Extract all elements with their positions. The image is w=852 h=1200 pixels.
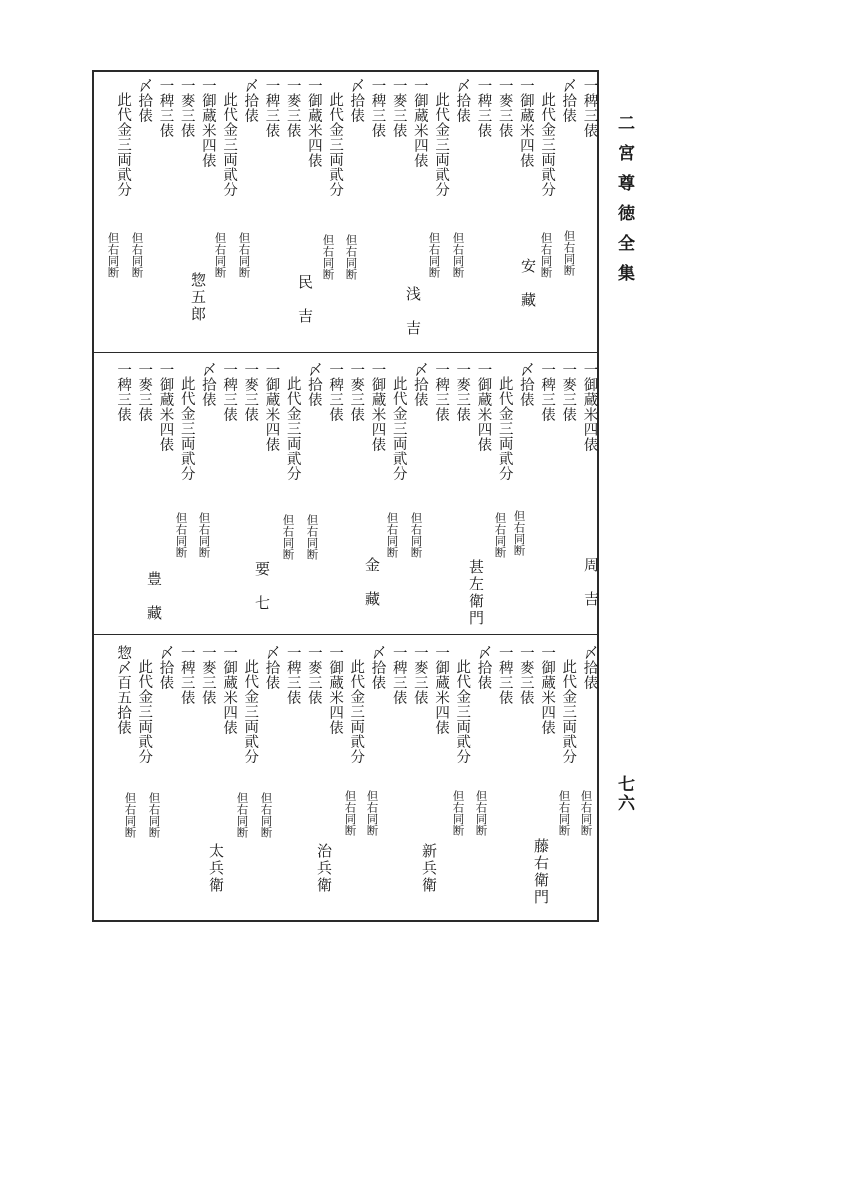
ledger-entry: 〆拾俵: [136, 78, 153, 123]
ledger-entry: 〆拾俵: [454, 78, 471, 123]
ledger-entry: 惣〆百五拾俵: [115, 645, 132, 735]
note-same-as-above: 但右同断: [343, 790, 358, 836]
ledger-entry: 此代金三両貮分: [136, 659, 153, 764]
ledger-entry: 一麥三俵: [496, 78, 513, 138]
person-name: 金 藏: [363, 557, 381, 608]
person-name: 治兵衛: [315, 843, 333, 894]
note-same-as-above: 但右同断: [493, 512, 508, 558]
ledger-entry: 一御蔵米四俵: [305, 78, 322, 168]
ledger-entry: 〆拾俵: [157, 645, 174, 690]
ledger-entry: 此代金三両貮分: [454, 659, 471, 764]
person-name: 浅 吉: [404, 286, 422, 337]
ledger-entry: 一稗三俵: [539, 362, 556, 422]
ledger-entry: 一御蔵米四俵: [517, 78, 534, 168]
note-same-as-above: 但右同断: [321, 234, 336, 280]
note-same-as-above: 但右同断: [281, 514, 296, 560]
ledger-entry: 〆拾俵: [517, 362, 534, 407]
ledger-entry: 一麥三俵: [178, 78, 195, 138]
note-same-as-above: 但右同断: [147, 792, 162, 838]
ledger-entry: 〆拾俵: [305, 362, 322, 407]
note-same-as-above: 但右同断: [174, 512, 189, 558]
person-name: 周 吉: [582, 557, 600, 608]
note-same-as-above: 但右同断: [451, 790, 466, 836]
ledger-entry: 一麥三俵: [560, 362, 577, 422]
ledger-entry: 此代金三両貮分: [539, 92, 556, 197]
ledger-entry: 一御蔵米四俵: [263, 362, 280, 452]
ledger-entry: 一麥三俵: [454, 362, 471, 422]
ledger-entry: 一麥三俵: [305, 645, 322, 705]
ledger-entry: 一稗三俵: [581, 78, 598, 138]
person-name: 民 吉: [296, 274, 314, 325]
note-same-as-above: 但右同断: [385, 512, 400, 558]
person-name: 豊 藏: [145, 571, 163, 622]
note-same-as-above: 但右同断: [237, 232, 252, 278]
ledger-entry: 一麥三俵: [348, 362, 365, 422]
person-name: 安 藏: [519, 258, 537, 309]
person-name: 藤右衛門: [532, 838, 550, 906]
ledger-entry: 一稗三俵: [496, 645, 513, 705]
ledger-entry: 一御蔵米四俵: [157, 362, 174, 452]
ledger-entry: 一稗三俵: [369, 78, 386, 138]
ledger-entry: 〆拾俵: [348, 78, 365, 123]
note-same-as-above: 但右同断: [130, 232, 145, 278]
note-same-as-above: 但右同断: [579, 790, 594, 836]
section-divider: [94, 634, 597, 635]
ledger-entry: 此代金三両貮分: [348, 659, 365, 764]
note-same-as-above: 但右同断: [305, 514, 320, 560]
ledger-entry: 此代金三両貮分: [327, 92, 344, 197]
ledger-entry: 一稗三俵: [475, 78, 492, 138]
ledger-entry: 一麥三俵: [411, 645, 428, 705]
ledger-entry: 此代金三両貮分: [284, 376, 301, 481]
note-same-as-above: 但右同断: [451, 232, 466, 278]
person-name: 惣五郎: [189, 272, 207, 323]
ledger-entry: 一麥三俵: [284, 78, 301, 138]
note-same-as-above: 但右同断: [197, 512, 212, 558]
note-same-as-above: 但右同断: [213, 232, 228, 278]
ledger-entry: 一御蔵米四俵: [221, 645, 238, 735]
ledger-entry: 一稗三俵: [433, 362, 450, 422]
ledger-entry: 一稗三俵: [284, 645, 301, 705]
note-same-as-above: 但右同断: [474, 790, 489, 836]
ledger-entry: 此代金三両貮分: [242, 659, 259, 764]
ledger-entry: 一麥三俵: [390, 78, 407, 138]
ledger-entry: 一御蔵米四俵: [369, 362, 386, 452]
person-name: 甚左衛門: [467, 559, 485, 627]
ledger-entry: 此代金三両貮分: [496, 376, 513, 481]
ledger-entry: 一御蔵米四俵: [433, 645, 450, 735]
ledger-entry: 〆拾俵: [199, 362, 216, 407]
ledger-entry: 此代金三両貮分: [178, 376, 195, 481]
note-same-as-above: 但右同断: [409, 512, 424, 558]
ledger-entry: 〆拾俵: [242, 78, 259, 123]
ledger-entry: 一稗三俵: [390, 645, 407, 705]
section-divider: [94, 352, 597, 353]
ledger-entry: 一御蔵米四俵: [327, 645, 344, 735]
ledger-entry: 一御蔵米四俵: [199, 78, 216, 168]
ledger-entry: 一稗三俵: [221, 362, 238, 422]
note-same-as-above: 但右同断: [344, 234, 359, 280]
ledger-entry: 一麥三俵: [199, 645, 216, 705]
person-name: 太兵衛: [207, 843, 225, 894]
ledger-entry: 一御蔵米四俵: [411, 78, 428, 168]
note-same-as-above: 但右同断: [562, 230, 577, 276]
ledger-entry: 一麥三俵: [136, 362, 153, 422]
person-name: 要 七: [253, 561, 271, 612]
note-same-as-above: 但右同断: [427, 232, 442, 278]
ledger-entry: 一稗三俵: [178, 645, 195, 705]
ledger-entry: 此代金三両貮分: [433, 92, 450, 197]
ledger-entry: 一稗三俵: [115, 362, 132, 422]
ledger-entry: 此代金三両貮分: [390, 376, 407, 481]
ledger-entry: 〆拾俵: [411, 362, 428, 407]
note-same-as-above: 但右同断: [259, 792, 274, 838]
ledger-entry: 一麥三俵: [242, 362, 259, 422]
ledger-entry: 一麥三俵: [517, 645, 534, 705]
page-number: 七六: [614, 775, 634, 813]
ledger-entry: 一御蔵米四俵: [581, 362, 598, 452]
note-same-as-above: 但右同断: [557, 790, 572, 836]
ledger-entry: 一稗三俵: [263, 78, 280, 138]
book-title: 二宮尊徳全集: [614, 114, 634, 294]
note-same-as-above: 但右同断: [365, 790, 380, 836]
ledger-entry: 〆拾俵: [369, 645, 386, 690]
ledger-entry: 一稗三俵: [327, 362, 344, 422]
note-same-as-above: 但右同断: [512, 510, 527, 556]
ledger-entry: 此代金三両貮分: [221, 92, 238, 197]
note-same-as-above: 但右同断: [106, 232, 121, 278]
ledger-entry: 此代金三両貮分: [115, 92, 132, 197]
ledger-entry: 〆拾俵: [263, 645, 280, 690]
ledger-entry: 一御蔵米四俵: [539, 645, 556, 735]
person-name: 新兵衛: [420, 843, 438, 894]
note-same-as-above: 但右同断: [539, 232, 554, 278]
ledger-entry: 一御蔵米四俵: [475, 362, 492, 452]
note-same-as-above: 但右同断: [235, 792, 250, 838]
ledger-entry: 〆拾俵: [560, 78, 577, 123]
ledger-entry: 此代金三両貮分: [560, 659, 577, 764]
note-same-as-above: 但右同断: [123, 792, 138, 838]
ledger-entry: 一稗三俵: [157, 78, 174, 138]
ledger-entry: 〆拾俵: [581, 645, 598, 690]
ledger-entry: 〆拾俵: [475, 645, 492, 690]
